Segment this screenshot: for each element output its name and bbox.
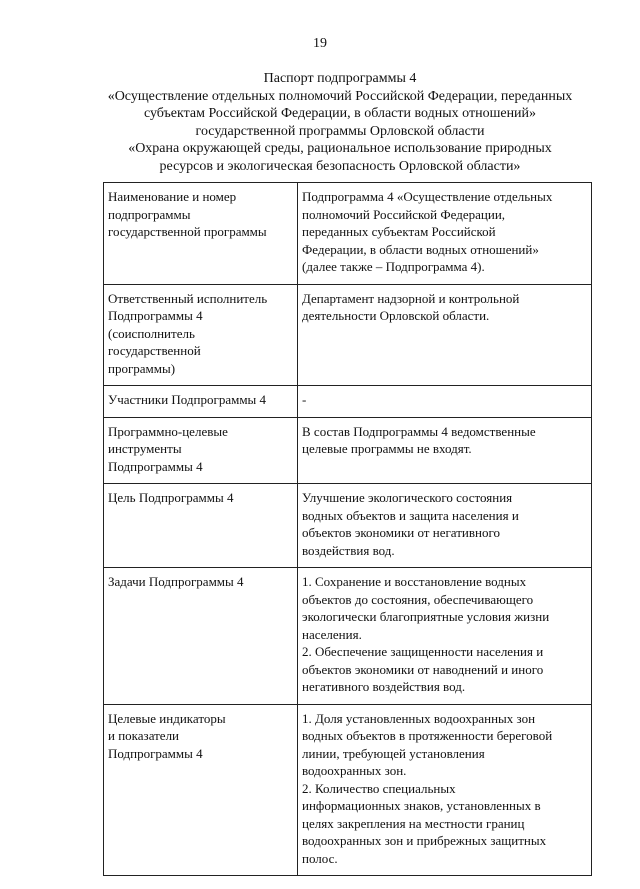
row-label-cell — [104, 568, 298, 705]
row-value-cell — [298, 484, 592, 568]
page-number: 19 — [313, 36, 327, 51]
row-value-line: переданных субъектам Российской — [302, 224, 496, 239]
row-label-cell — [104, 386, 298, 418]
row-value-line: населения. — [302, 626, 362, 642]
row-value-line: водоохранных зон и прибрежных защитных — [302, 833, 547, 848]
table-row — [104, 284, 592, 386]
row-value-line: воздействия вод. — [302, 542, 395, 558]
row-label-line: Программно-целевые — [108, 423, 228, 439]
row-label-line: Наименование и номер — [108, 189, 237, 204]
row-label-line: Цель Подпрограммы 4 — [108, 490, 234, 505]
row-value-line: объектов экономики от наводнений и иного — [302, 661, 544, 677]
row-value-line: 2. Обеспечение защищенности населения и — [302, 644, 544, 659]
row-value-line: 2. Количество специальных — [302, 780, 456, 796]
row-label-line: Ответственный исполнитель — [108, 290, 268, 306]
row-value-line: (далее также – Подпрограмма 4). — [302, 259, 485, 274]
row-label-cell — [104, 284, 298, 386]
row-value-line: негативного воздействия вод. — [302, 679, 466, 694]
row-label-line: программы) — [108, 360, 176, 376]
row-value-cell — [298, 183, 592, 285]
row-label-cell — [104, 417, 298, 484]
title-line: «Охрана окружающей среды, рациональное использование природных — [128, 141, 552, 156]
row-value-cell — [298, 386, 592, 418]
row-label-cell — [104, 484, 298, 568]
table-row — [104, 183, 592, 285]
table-row — [104, 484, 592, 568]
row-label-line: государственной — [108, 343, 201, 358]
row-label-line: инструменты — [108, 441, 182, 456]
row-value-line: полос. — [302, 850, 338, 866]
row-value-line: Улучшение экологического состояния — [302, 490, 513, 505]
row-label-line: Подпрограммы 4 — [108, 745, 203, 761]
row-value-line: 1. Сохранение и восстановление водных — [302, 574, 527, 589]
row-value-line: полномочий Российской Федерации, — [302, 206, 506, 222]
row-value-line: целях закрепления на местности границ — [302, 815, 525, 831]
row-label-line: и показатели — [108, 728, 180, 743]
row-label-cell — [104, 704, 298, 876]
row-value-line: водоохранных зон. — [302, 763, 407, 778]
row-value-line: Подпрограмма 4 «Осуществление отдельных — [302, 189, 553, 204]
row-value-cell — [298, 704, 592, 876]
title-line: субъектам Российской Федерации, в области водных отношений» — [143, 106, 537, 121]
row-value-line: Федерации, в области водных отношений» — [302, 241, 539, 257]
row-value-line: целевые программы не входят. — [302, 441, 472, 456]
row-value-line: информационных знаков, установленных в — [302, 798, 541, 813]
row-label-line: Участники Подпрограммы 4 — [108, 392, 267, 407]
row-label-line: Целевые индикаторы — [108, 710, 226, 726]
passport-table — [103, 182, 592, 876]
row-value-line: 1. Доля установленных водоохранных зон — [302, 710, 536, 726]
row-value-line: деятельности Орловской области. — [302, 308, 490, 323]
row-value-line: водных объектов в протяженности береговой — [302, 728, 553, 743]
row-value-line: - — [302, 392, 307, 407]
row-value-line: объектов экономики от негативного — [302, 525, 500, 540]
table-row — [104, 386, 592, 418]
row-label-line: Подпрограммы 4 — [108, 308, 203, 323]
row-value-line: линии, требующей установления — [302, 745, 485, 761]
title-line: «Осуществление отдельных полномочий Российской Федерации, переданных — [107, 88, 573, 104]
row-label-line: (соисполнитель — [108, 325, 195, 341]
table-row — [104, 568, 592, 705]
row-value-line: Департамент надзорной и контрольной — [302, 290, 520, 306]
row-label-line: Задачи Подпрограммы 4 — [108, 574, 244, 589]
row-value-line: В состав Подпрограммы 4 ведомственные — [302, 423, 536, 439]
row-value-line: водных объектов и защита населения и — [302, 507, 519, 523]
title-line: Паспорт подпрограммы 4 — [263, 71, 417, 86]
table-row — [104, 417, 592, 484]
row-label-line: Подпрограммы 4 — [108, 458, 203, 474]
row-label-line: государственной программы — [108, 224, 267, 239]
row-value-line: объектов до состояния, обеспечивающего — [302, 591, 534, 607]
passport-table-body — [104, 183, 592, 876]
row-label-cell — [104, 183, 298, 285]
row-value-cell — [298, 417, 592, 484]
title-line: государственной программы Орловской области — [195, 123, 485, 139]
row-value-cell — [298, 284, 592, 386]
row-value-cell — [298, 568, 592, 705]
document-title — [60, 70, 620, 175]
row-label-line: подпрограммы — [108, 206, 191, 222]
title-line: ресурсов и экологическая безопасность Орловской области» — [159, 158, 521, 174]
row-value-line: экологически благоприятные условия жизни — [302, 609, 550, 624]
table-row — [104, 704, 592, 876]
